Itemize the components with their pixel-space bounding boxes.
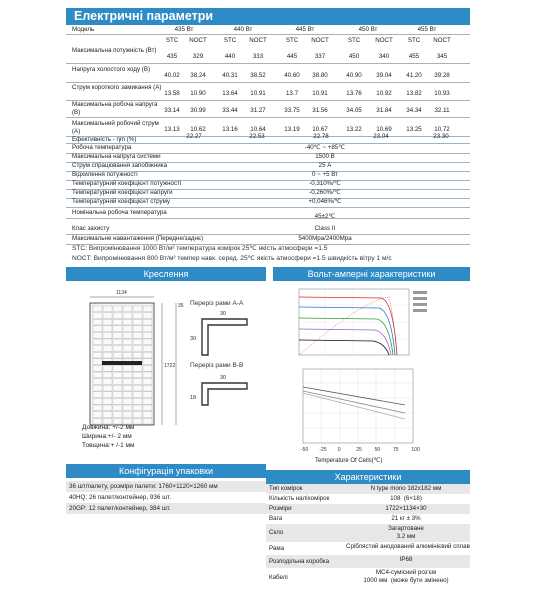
divider bbox=[66, 34, 470, 35]
height-dim: 1722 bbox=[164, 363, 176, 369]
solar-cell bbox=[113, 332, 122, 338]
cond-col-0: STC bbox=[165, 37, 179, 44]
row-3-val-6: 34.05 bbox=[346, 107, 362, 114]
solar-cell bbox=[113, 385, 122, 391]
solar-cell bbox=[133, 405, 142, 411]
row-4-val-7: 10.69 bbox=[376, 126, 392, 133]
single-val-8: Class II bbox=[314, 225, 336, 232]
cond-col-5: NOCT bbox=[311, 37, 329, 44]
solar-cell bbox=[93, 313, 102, 319]
solar-cell bbox=[113, 398, 122, 404]
solar-cell bbox=[143, 306, 152, 312]
spec-value-3: 21 кг ± 3% bbox=[391, 515, 421, 522]
row-1-val-7: 39.04 bbox=[376, 72, 392, 79]
solar-cell bbox=[103, 319, 112, 325]
solar-cell bbox=[113, 392, 122, 398]
spec-value-2: 1722×1134×30 bbox=[385, 505, 427, 512]
single-val-6: +0,046%/℃ bbox=[308, 198, 342, 205]
spec-label-1: Кількість наліхомірок bbox=[269, 495, 330, 502]
row-0-val-1: 329 bbox=[192, 53, 204, 60]
solar-cell bbox=[93, 372, 102, 378]
width-dim: 1134 bbox=[116, 290, 127, 296]
solar-cell bbox=[123, 306, 132, 312]
efficiency-val-2: 22.78 bbox=[313, 133, 329, 140]
spec-label-0: Тип комірок bbox=[269, 485, 303, 492]
solar-cell bbox=[143, 405, 152, 411]
solar-cell bbox=[143, 332, 152, 338]
single-label-9: Максимальне навантаження (Передне/заднє) bbox=[72, 235, 204, 242]
row-0-val-2: 440 bbox=[224, 53, 236, 60]
row-label-4: Максимальний робочий струм (А) bbox=[72, 120, 159, 135]
solar-cell bbox=[93, 359, 102, 365]
solar-cell bbox=[143, 412, 152, 418]
spec-value-0: N type mono 182x182 мм bbox=[370, 485, 442, 492]
solar-cell bbox=[123, 365, 132, 371]
cond-col-9: NOCT bbox=[433, 37, 451, 44]
section-a-label: Переріз рами A-A bbox=[190, 300, 244, 307]
row-2-val-4: 13.7 bbox=[285, 90, 299, 97]
row-2-val-0: 13.58 bbox=[164, 90, 180, 97]
solar-cell bbox=[93, 379, 102, 385]
row-0-val-4: 445 bbox=[286, 53, 298, 60]
solar-cell bbox=[113, 313, 122, 319]
solar-cell bbox=[103, 379, 112, 385]
single-label-8: Клас захисту bbox=[72, 225, 110, 232]
panel-drawing bbox=[72, 285, 272, 455]
stc-note: STC: Випромінювання 1000 Вт/м² температура комірок 25℃ якість атмосфери =1.5 bbox=[72, 245, 328, 252]
solar-cell bbox=[123, 405, 132, 411]
spec-value-1: 108 (6×18) bbox=[390, 495, 422, 502]
solar-cell bbox=[123, 379, 132, 385]
specs-title: Характеристики bbox=[266, 470, 470, 484]
solar-cell bbox=[113, 365, 122, 371]
single-label-6: Температурний коефіцієнт струму bbox=[72, 198, 170, 205]
single-val-7: 45±2℃ bbox=[314, 213, 336, 220]
solar-cell bbox=[143, 319, 152, 325]
row-3-val-4: 33.75 bbox=[284, 107, 300, 114]
spec-label-6: Розподільна коробка bbox=[269, 558, 330, 565]
solar-cell bbox=[93, 412, 102, 418]
solar-cell bbox=[103, 412, 112, 418]
packing-row-0: 36 шт/палету, розміри палети: 1760×1120×1260 мм bbox=[66, 481, 266, 492]
tolerance-thickness: Товщина:+ /-1 мм bbox=[82, 442, 135, 449]
row-3-val-1: 30.99 bbox=[190, 107, 206, 114]
solar-cell bbox=[113, 326, 122, 332]
solar-cell bbox=[123, 372, 132, 378]
row-label-1: Напруга холостого ходу (В) bbox=[72, 66, 151, 73]
divider bbox=[66, 117, 470, 118]
single-label-2: Струм спрацювання запобіжника bbox=[72, 162, 168, 169]
solar-cell bbox=[93, 365, 102, 371]
section-b-side: 18 bbox=[190, 395, 197, 401]
solar-cell bbox=[93, 392, 102, 398]
solar-cell bbox=[103, 405, 112, 411]
spec-row-6 bbox=[266, 555, 470, 568]
model-1: 440 Вт bbox=[233, 26, 253, 33]
row-4-val-9: 10.72 bbox=[434, 126, 450, 133]
solar-cell bbox=[93, 339, 102, 345]
solar-cell bbox=[133, 365, 142, 371]
iv-chart bbox=[285, 285, 470, 365]
solar-cell bbox=[133, 379, 142, 385]
solar-cell bbox=[93, 352, 102, 358]
spec-row-2 bbox=[266, 504, 470, 514]
solar-cell bbox=[143, 385, 152, 391]
row-2-val-2: 13.64 bbox=[222, 90, 238, 97]
single-label-3: Відхилення потужності bbox=[72, 171, 138, 178]
row-4-val-1: 10.62 bbox=[190, 126, 206, 133]
cond-col-2: STC bbox=[223, 37, 237, 44]
efficiency-val-3: 23.04 bbox=[373, 133, 389, 140]
solar-cell bbox=[133, 385, 142, 391]
single-val-4: -0,310%/℃ bbox=[309, 180, 341, 187]
solar-cell bbox=[103, 339, 112, 345]
temp-chart bbox=[295, 365, 470, 465]
section-a-side: 30 bbox=[190, 336, 197, 342]
solar-cell bbox=[113, 412, 122, 418]
solar-cell bbox=[103, 365, 112, 371]
row-1-val-4: 40.60 bbox=[284, 72, 300, 79]
temp-xtick: 0 bbox=[337, 447, 341, 453]
solar-cell bbox=[103, 326, 112, 332]
solar-cell bbox=[143, 365, 152, 371]
solar-cell bbox=[123, 346, 132, 352]
row-2-val-8: 13.82 bbox=[406, 90, 422, 97]
spec-label-5: Рама bbox=[269, 545, 285, 552]
model-4: 455 Вт bbox=[417, 26, 437, 33]
single-val-0: -40℃ ~ +85℃ bbox=[304, 144, 346, 151]
spec-row-4 bbox=[266, 524, 470, 542]
solar-cell bbox=[103, 385, 112, 391]
solar-cell bbox=[133, 346, 142, 352]
row-0-val-8: 455 bbox=[408, 53, 420, 60]
spec-row-0 bbox=[266, 484, 470, 494]
solar-cell bbox=[103, 398, 112, 404]
solar-cell bbox=[143, 326, 152, 332]
solar-cell bbox=[123, 398, 132, 404]
section-b-top: 30 bbox=[220, 375, 227, 381]
spec-row-3 bbox=[266, 514, 470, 524]
drawing-title: Креслення bbox=[66, 267, 266, 281]
model-label: Модель bbox=[72, 26, 95, 33]
cond-col-6: STC bbox=[347, 37, 361, 44]
solar-cell bbox=[93, 398, 102, 404]
solar-cell bbox=[133, 319, 142, 325]
row-3-val-8: 34.34 bbox=[406, 107, 422, 114]
solar-cell bbox=[133, 412, 142, 418]
cond-col-1: NOCT bbox=[189, 37, 207, 44]
single-val-2: 25 А bbox=[318, 162, 332, 169]
row-4-val-3: 10.64 bbox=[250, 126, 266, 133]
single-label-5: Температурний коефіцієнт напруги bbox=[72, 189, 173, 196]
divider bbox=[66, 82, 470, 83]
solar-cell bbox=[103, 332, 112, 338]
row-1-val-0: 40.02 bbox=[164, 72, 180, 79]
solar-cell bbox=[113, 346, 122, 352]
row-label-3: Максимальна робоча напруга (В) bbox=[72, 101, 158, 116]
row-3-val-5: 31.56 bbox=[312, 107, 328, 114]
row-2-val-9: 10.93 bbox=[434, 90, 450, 97]
spec-label-3: Вага bbox=[269, 515, 283, 522]
spec-value-7: MC4-сумісний роз'єм 1000 мм (може бути змінено) bbox=[363, 569, 449, 584]
solar-cell bbox=[143, 352, 152, 358]
single-label-4: Температурний коефіцієнт потужності bbox=[72, 180, 182, 187]
row-1-val-9: 39.28 bbox=[434, 72, 450, 79]
row-4-val-5: 10.67 bbox=[312, 126, 328, 133]
solar-cell bbox=[123, 412, 132, 418]
solar-cell bbox=[113, 352, 122, 358]
solar-cell bbox=[123, 326, 132, 332]
solar-cell bbox=[123, 352, 132, 358]
solar-cell bbox=[143, 359, 152, 365]
temp-xlabel: Temperature Of Cells(℃) bbox=[315, 458, 383, 464]
solar-cell bbox=[123, 385, 132, 391]
solar-cell bbox=[93, 306, 102, 312]
spec-row-1 bbox=[266, 494, 470, 504]
spec-value-6: IP68 bbox=[399, 556, 413, 563]
efficiency-val-0: 22.27 bbox=[186, 133, 202, 140]
spec-value-4: Загартоване 3.2 мм bbox=[388, 525, 424, 540]
row-0-val-0: 435 bbox=[166, 53, 178, 60]
single-label-7: Номінальна робоча температура bbox=[72, 209, 167, 216]
section-b-label: Переріз рами B-B bbox=[190, 362, 244, 369]
iv-title: Вольт-амперні характеристики bbox=[273, 267, 470, 281]
packing-title: Конфігурація упаковки bbox=[66, 464, 266, 478]
electrical-title: Електричні параметри bbox=[66, 8, 470, 25]
temp-xtick: 75 bbox=[393, 447, 399, 453]
solar-cell bbox=[113, 379, 122, 385]
solar-cell bbox=[143, 392, 152, 398]
row-3-val-0: 33.14 bbox=[164, 107, 180, 114]
row-1-val-6: 40.90 bbox=[346, 72, 362, 79]
spec-label-7: Кабелі bbox=[269, 574, 288, 581]
efficiency-val-4: 23.30 bbox=[433, 133, 449, 140]
spec-value-5: Сріблястий анодований алюмінієвий сплав bbox=[346, 543, 470, 550]
row-0-val-6: 450 bbox=[348, 53, 360, 60]
row-1-val-2: 40.31 bbox=[222, 72, 238, 79]
efficiency-val-1: 22.53 bbox=[249, 133, 265, 140]
packing-row-1: 40HQ: 26 палет/контейнер, 936 шт. bbox=[66, 492, 266, 503]
solar-cell bbox=[133, 372, 142, 378]
solar-cell bbox=[143, 418, 152, 424]
row-0-val-9: 345 bbox=[436, 53, 448, 60]
solar-cell bbox=[143, 379, 152, 385]
single-label-1: Максимальна напруга системи bbox=[72, 153, 161, 160]
row-4-val-6: 13.22 bbox=[346, 126, 362, 133]
solar-cell bbox=[123, 392, 132, 398]
spec-label-2: Розміри bbox=[269, 505, 292, 512]
row-4-val-4: 13.19 bbox=[284, 126, 300, 133]
spec-row-5 bbox=[266, 542, 470, 555]
single-val-5: -0,260%/℃ bbox=[309, 189, 341, 196]
solar-cell bbox=[143, 346, 152, 352]
row-4-val-8: 13.25 bbox=[406, 126, 422, 133]
temp-xtick: 100 bbox=[411, 447, 420, 453]
solar-cell bbox=[93, 332, 102, 338]
solar-cell bbox=[113, 339, 122, 345]
row-4-val-2: 13.16 bbox=[222, 126, 238, 133]
solar-cell bbox=[123, 332, 132, 338]
solar-cell bbox=[103, 346, 112, 352]
solar-cell bbox=[143, 398, 152, 404]
solar-cell bbox=[93, 326, 102, 332]
temp-xtick: 50 bbox=[374, 447, 381, 453]
row-0-val-3: 333 bbox=[252, 53, 264, 60]
solar-cell bbox=[113, 319, 122, 325]
side-dim: 35 bbox=[178, 303, 184, 309]
solar-cell bbox=[103, 352, 112, 358]
row-3-val-9: 32.11 bbox=[434, 107, 450, 114]
single-val-3: 0 ~ +5 Вт bbox=[311, 171, 339, 178]
cond-col-4: STC bbox=[285, 37, 299, 44]
solar-cell bbox=[103, 306, 112, 312]
model-3: 450 Вт bbox=[358, 26, 378, 33]
cond-col-3: NOCT bbox=[249, 37, 267, 44]
row-0-val-5: 337 bbox=[314, 53, 326, 60]
noct-note: NOCT: Випромінювання 800 Вт/м² темпер навк. серед. 25℃ якість атмосфери =1.5 швидкість вітру 1 м/с bbox=[72, 255, 392, 262]
efficiency-label: Ефективність - ηm (%) bbox=[72, 136, 137, 143]
row-3-val-3: 31.27 bbox=[250, 107, 266, 114]
single-val-9: 5400Mpa/2400Mpa bbox=[298, 235, 352, 242]
row-label-0: Максимальна потужність (Вт) bbox=[72, 47, 157, 54]
solar-cell bbox=[143, 339, 152, 345]
tolerances bbox=[82, 423, 134, 450]
tolerance-width: Ширина:+/- 2 мм bbox=[82, 433, 132, 440]
solar-cell bbox=[133, 306, 142, 312]
row-2-val-3: 10.91 bbox=[250, 90, 266, 97]
solar-cell bbox=[133, 392, 142, 398]
solar-cell bbox=[93, 346, 102, 352]
row-3-val-7: 31.84 bbox=[376, 107, 392, 114]
solar-cell bbox=[133, 326, 142, 332]
temp-xtick: -25 bbox=[319, 447, 327, 453]
solar-cell bbox=[113, 372, 122, 378]
solar-cell bbox=[113, 306, 122, 312]
solar-cell bbox=[123, 339, 132, 345]
row-label-2: Струм короткого замикання (А) bbox=[72, 84, 162, 91]
solar-cell bbox=[133, 332, 142, 338]
solar-cell bbox=[133, 352, 142, 358]
divider bbox=[66, 63, 470, 64]
row-2-val-5: 10.91 bbox=[312, 90, 328, 97]
row-1-val-5: 38.80 bbox=[312, 72, 328, 79]
spec-row-7 bbox=[266, 568, 470, 588]
section-a-top: 30 bbox=[220, 311, 227, 317]
row-1-val-1: 38.24 bbox=[190, 72, 206, 79]
row-4-val-0: 13.13 bbox=[164, 126, 180, 133]
solar-cell bbox=[123, 319, 132, 325]
solar-cell bbox=[103, 392, 112, 398]
solar-cell bbox=[93, 319, 102, 325]
row-1-val-3: 38.52 bbox=[250, 72, 266, 79]
single-val-1: 1500 В bbox=[315, 153, 335, 160]
solar-cell bbox=[113, 405, 122, 411]
divider bbox=[66, 207, 470, 208]
divider bbox=[66, 218, 470, 219]
solar-cell bbox=[103, 313, 112, 319]
solar-cell bbox=[133, 398, 142, 404]
solar-cell bbox=[93, 385, 102, 391]
spec-label-4: Скло bbox=[269, 529, 284, 536]
solar-cell bbox=[93, 405, 102, 411]
cond-col-8: STC bbox=[407, 37, 421, 44]
solar-cell bbox=[123, 313, 132, 319]
solar-cell bbox=[143, 313, 152, 319]
model-0: 435 Вт bbox=[174, 26, 194, 33]
row-2-val-1: 10.90 bbox=[190, 90, 206, 97]
solar-cell bbox=[133, 339, 142, 345]
row-2-val-6: 13.76 bbox=[346, 90, 362, 97]
packing-row-2: 20GP: 12 палет/контейнер, 384 шт. bbox=[66, 503, 266, 514]
temp-xtick: -50 bbox=[301, 447, 309, 453]
solar-cell bbox=[103, 372, 112, 378]
solar-cell bbox=[143, 372, 152, 378]
tolerance-length: Довжина: +/-2 мм bbox=[82, 424, 135, 431]
row-3-val-2: 33.44 bbox=[222, 107, 238, 114]
cond-col-7: NOCT bbox=[375, 37, 393, 44]
temp-xtick: 25 bbox=[356, 447, 362, 453]
row-0-val-7: 340 bbox=[378, 53, 390, 60]
row-1-val-8: 41.20 bbox=[406, 72, 422, 79]
row-2-val-7: 10.92 bbox=[376, 90, 392, 97]
single-label-0: Робоча температура bbox=[72, 144, 132, 151]
model-2: 445 Вт bbox=[295, 26, 315, 33]
solar-cell bbox=[133, 313, 142, 319]
